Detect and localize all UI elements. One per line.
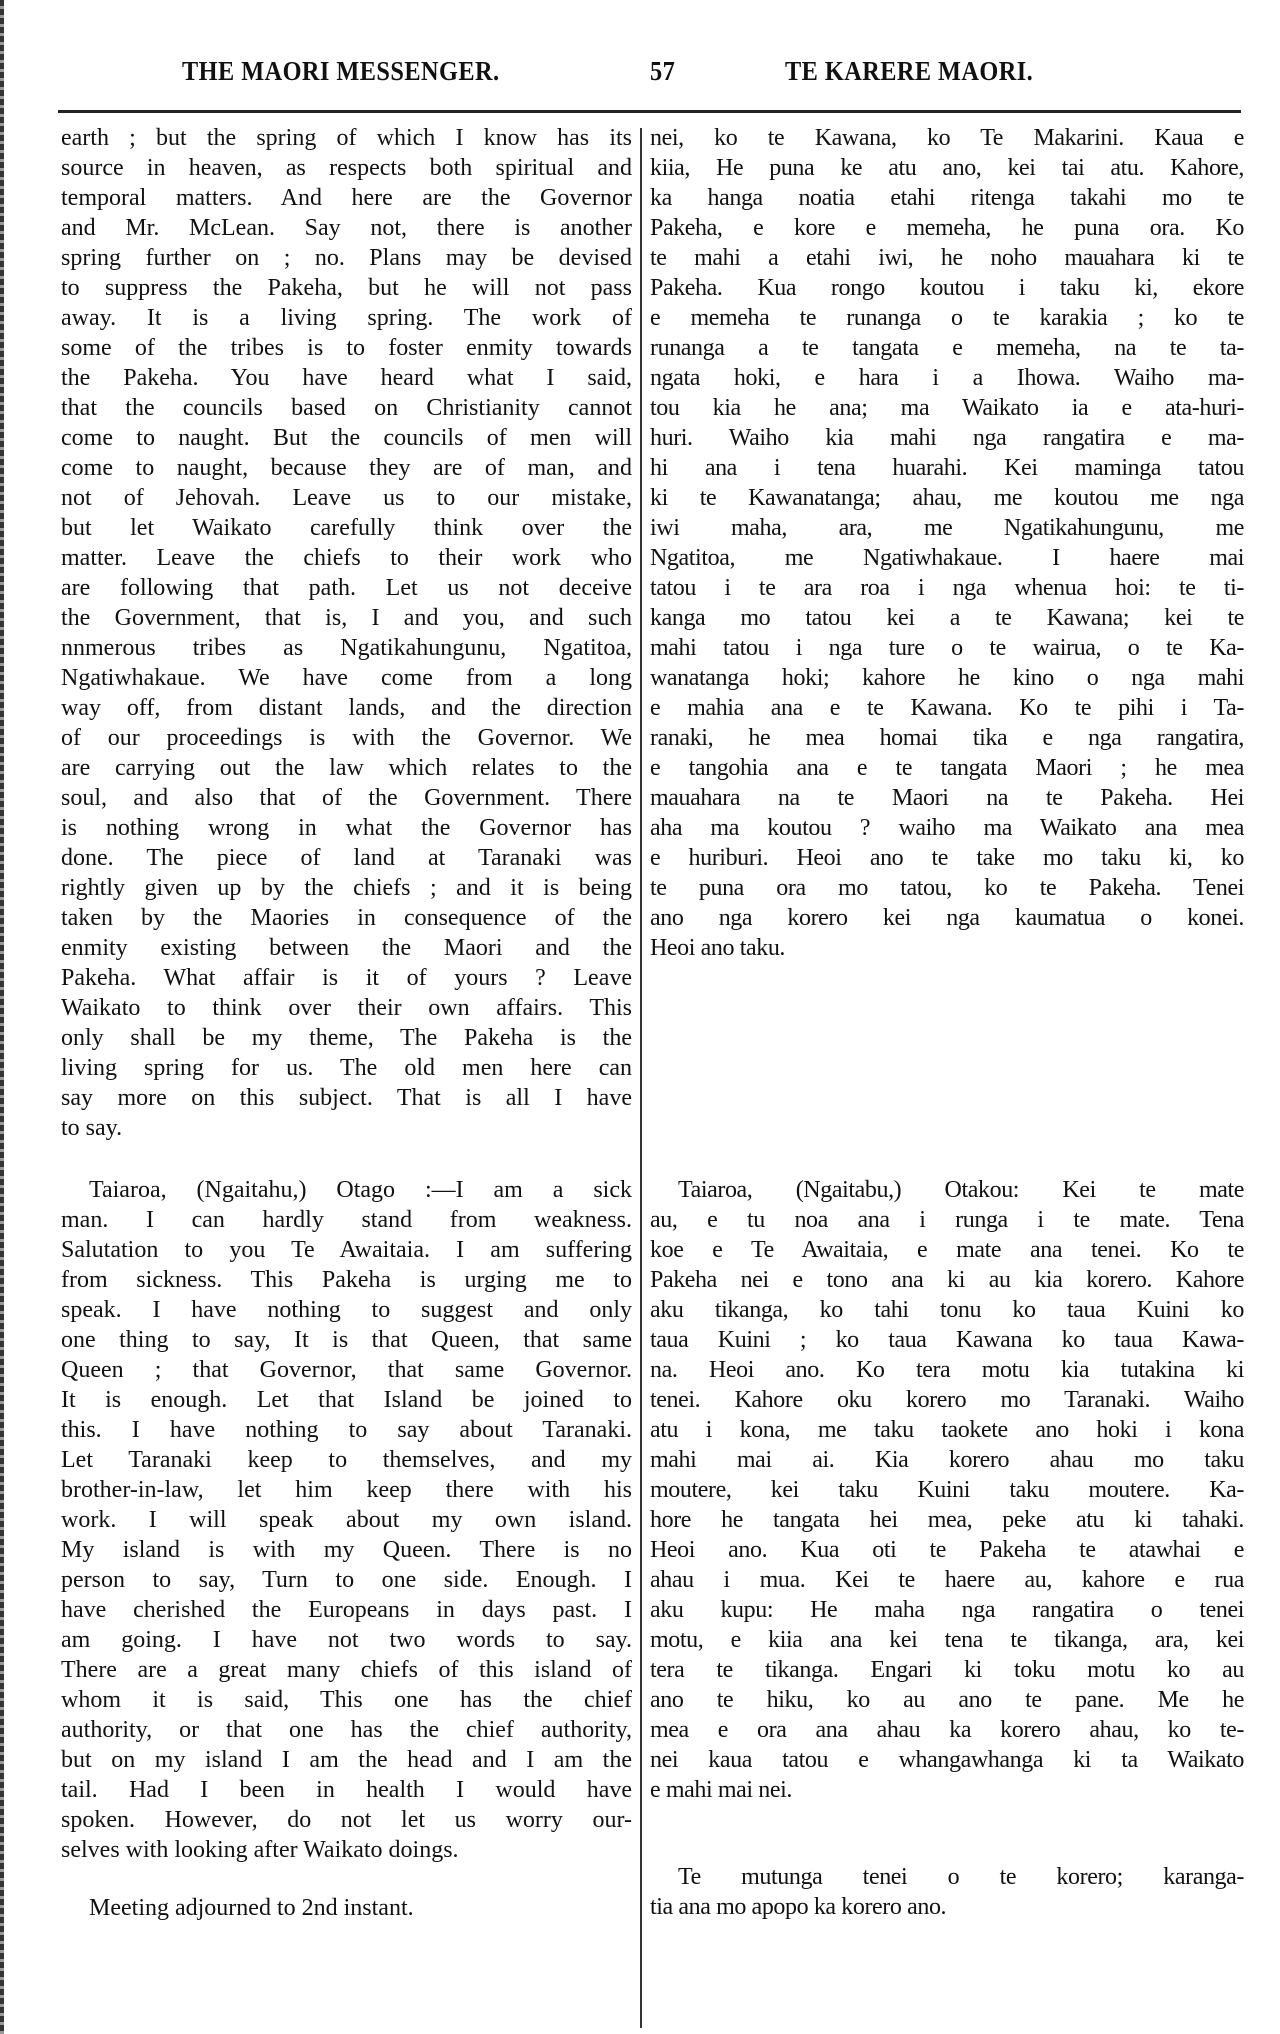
maori-paragraph-closing (650, 1862, 1244, 1922)
text-line: It is enough. Let that Island be joined to (61, 1387, 632, 1413)
text-line: but let Waikato carefully think over the (61, 515, 632, 541)
text-line: aku tikanga, ko tahi tonu ko taua Kuini ko (650, 1297, 1244, 1323)
text-line: that the councils based on Christianity cannot (61, 395, 632, 421)
english-paragraph-adjourned (61, 1893, 632, 1923)
text-line: enmity existing between the Maori and the (61, 935, 632, 961)
text-line: Meeting adjourned to 2nd instant. (89, 1895, 414, 1921)
text-line: e mahia ana e te Kawana. Ko te pihi i Ta- (650, 695, 1244, 721)
text-line: have cherished the Europeans in days past. I (61, 1597, 632, 1623)
text-line: My island is with my Queen. There is no (61, 1537, 632, 1563)
text-line: Queen ; that Governor, that same Governor. (61, 1357, 632, 1383)
page-edge (0, 0, 4, 2034)
text-line: from sickness. This Pakeha is urging me to (61, 1267, 632, 1293)
text-line: am going. I have not two words to say. (61, 1627, 632, 1653)
text-line: to suppress the Pakeha, but he will not pass (61, 275, 632, 301)
text-line: temporal matters. And here are the Governor (61, 185, 632, 211)
text-line: source in heaven, as respects both spiritual and (61, 155, 632, 181)
text-line: Pakeha. What affair is it of yours ? Leave (61, 965, 632, 991)
text-line: nei, ko te Kawana, ko Te Makarini. Kaua e (650, 125, 1244, 151)
text-line: rightly given up by the chiefs ; and it is being (61, 875, 632, 901)
text-line: tail. Had I been in health I would have (61, 1777, 632, 1803)
column-divider (640, 128, 642, 2028)
text-line: tenei. Kahore oku korero mo Taranaki. Waiho (650, 1387, 1244, 1413)
text-line: nei kaua tatou e whangawhanga ki ta Waikato (650, 1747, 1244, 1773)
text-line: Salutation to you Te Awaitaia. I am suffering (61, 1237, 632, 1263)
text-line: ngata hoki, e hara i a Ihowa. Waiho ma- (650, 365, 1244, 391)
text-line: hore he tangata hei mea, peke atu ki tahaki. (650, 1507, 1244, 1533)
text-line: motu, e kiia ana kei tena te tikanga, ara, kei (650, 1627, 1244, 1653)
text-line: tera te tikanga. Engari ki toku motu ko au (650, 1657, 1244, 1683)
text-line: Heoi ano. Kua oti te Pakeha te atawhai e (650, 1537, 1244, 1563)
text-line: selves with looking after Waikato doings. (61, 1837, 459, 1863)
text-line: ano nga korero kei nga kaumatua o konei. (650, 905, 1244, 931)
text-line: way off, from distant lands, and the direction (61, 695, 632, 721)
text-line: wanatanga hoki; kahore he kino o nga mahi (650, 665, 1244, 691)
text-line: of our proceedings is with the Governor. We (61, 725, 632, 751)
text-line: iwi maha, ara, me Ngatikahungunu, me (650, 515, 1244, 541)
maori-paragraph-taiaroa (650, 1175, 1244, 1805)
text-line: mea e ora ana ahau ka korero ahau, ko te- (650, 1717, 1244, 1743)
text-line: mahi tatou i nga ture o te wairua, o te Ka- (650, 635, 1244, 661)
text-line: ano te hiku, ko au ano te pane. Me he (650, 1687, 1244, 1713)
text-line: whom it is said, This one has the chief (61, 1687, 632, 1713)
text-line: Taiaroa, (Ngaitahu,) Otago :—I am a sick (89, 1177, 632, 1203)
text-line: only shall be my theme, The Pakeha is the (61, 1025, 632, 1051)
text-line: moutere, kei taku Kuini taku moutere. Ka- (650, 1477, 1244, 1503)
header-rule (58, 110, 1241, 113)
text-line: the Pakeha. You have heard what I said, (61, 365, 632, 391)
page-number: 57 (650, 56, 676, 86)
text-line: te mahi a etahi iwi, he noho mauahara ki te (650, 245, 1244, 271)
text-line: man. I can hardly stand from weakness. (61, 1207, 632, 1233)
text-line: living spring for us. The old men here can (61, 1055, 632, 1081)
text-line: runanga a te tangata e memeha, na te ta- (650, 335, 1244, 361)
text-line: mahi mai ai. Kia korero ahau mo taku (650, 1447, 1244, 1473)
text-line: aha ma koutou ? waiho ma Waikato ana mea (650, 815, 1244, 841)
text-line: away. It is a living spring. The work of (61, 305, 632, 331)
text-line: e memeha te runanga o te karakia ; ko te (650, 305, 1244, 331)
text-line: aku kupu: He maha nga rangatira o tenei (650, 1597, 1244, 1623)
header-title-maori: TE KARERE MAORI. (785, 56, 1034, 86)
text-line: is nothing wrong in what the Governor has (61, 815, 632, 841)
text-line: spring further on ; no. Plans may be devised (61, 245, 632, 271)
text-line: say more on this subject. That is all I have (61, 1085, 632, 1111)
text-line: not of Jehovah. Leave us to our mistake, (61, 485, 632, 511)
text-line: taua Kuini ; ko taua Kawana ko taua Kawa- (650, 1327, 1244, 1353)
text-line: hi ana i tena huarahi. Kei maminga tatou (650, 455, 1244, 481)
text-line: huri. Waiho kia mahi nga rangatira e ma- (650, 425, 1244, 451)
english-paragraph-taiaroa (61, 1175, 632, 1865)
header-title-english: THE MAORI MESSENGER. (182, 56, 500, 86)
text-line: spoken. However, do not let us worry our- (61, 1807, 632, 1833)
text-line: e mahi mai nei. (650, 1777, 792, 1803)
text-line: Pakeha. Kua rongo koutou i taku ki, ekore (650, 275, 1244, 301)
text-line: come to naught, because they are of man, and (61, 455, 632, 481)
text-line: ranaki, he mea homai tika e nga rangatira, (650, 725, 1244, 751)
text-line: na. Heoi ano. Ko tera motu kia tutakina ki (650, 1357, 1244, 1383)
text-line: done. The piece of land at Taranaki was (61, 845, 632, 871)
text-line: come to naught. But the councils of men will (61, 425, 632, 451)
text-line: e huriburi. Heoi ano te take mo taku ki, ko (650, 845, 1244, 871)
text-line: taken by the Maories in consequence of the (61, 905, 632, 931)
text-line: koe e Te Awaitaia, e mate ana tenei. Ko te (650, 1237, 1244, 1263)
text-line: te puna ora mo tatou, ko te Pakeha. Tenei (650, 875, 1244, 901)
text-line: authority, or that one has the chief authority, (61, 1717, 632, 1743)
text-line: Pakeha, e kore e memeha, he puna ora. Ko (650, 215, 1244, 241)
text-line: to say. (61, 1115, 123, 1141)
text-line: au, e tu noa ana i runga i te mate. Tena (650, 1207, 1244, 1233)
english-paragraph-speech-end (61, 123, 632, 1143)
text-line: mauahara na te Maori na te Pakeha. Hei (650, 785, 1244, 811)
text-line: tia ana mo apopo ka korero ano. (650, 1894, 947, 1920)
maori-paragraph-speech-end (650, 123, 1244, 963)
text-line: earth ; but the spring of which I know has its (61, 125, 632, 151)
text-line: Let Taranaki keep to themselves, and my (61, 1447, 632, 1473)
text-line: one thing to say, It is that Queen, that same (61, 1327, 632, 1353)
text-line: work. I will speak about my own island. (61, 1507, 632, 1533)
text-line: e tangohia ana e te tangata Maori ; he mea (650, 755, 1244, 781)
text-line: soul, and also that of the Government. There (61, 785, 632, 811)
text-line: and Mr. McLean. Say not, there is another (61, 215, 632, 241)
text-line: Heoi ano taku. (650, 935, 786, 961)
text-line: matter. Leave the chiefs to their work who (61, 545, 632, 571)
text-line: Taiaroa, (Ngaitabu,) Otakou: Kei te mate (678, 1177, 1244, 1203)
text-line: some of the tribes is to foster enmity towards (61, 335, 632, 361)
text-line: Te mutunga tenei o te korero; karanga- (678, 1864, 1244, 1890)
text-line: brother-in-law, let him keep there with his (61, 1477, 632, 1503)
text-line: speak. I have nothing to suggest and only (61, 1297, 632, 1323)
text-line: kanga mo tatou kei a te Kawana; kei te (650, 605, 1244, 631)
text-line: tatou i te ara roa i nga whenua hoi: te ti- (650, 575, 1244, 601)
text-line: There are a great many chiefs of this island of (61, 1657, 632, 1683)
text-line: are carrying out the law which relates to the (61, 755, 632, 781)
text-line: are following that path. Let us not deceive (61, 575, 632, 601)
text-line: Waikato to think over their own affairs. This (61, 995, 632, 1021)
text-line: kiia, He puna ke atu ano, kei tai atu. Kahore, (650, 155, 1244, 181)
text-line: but on my island I am the head and I am the (61, 1747, 632, 1773)
text-line: ki te Kawanatanga; ahau, me koutou me nga (650, 485, 1244, 511)
text-line: this. I have nothing to say about Taranaki. (61, 1417, 632, 1443)
text-line: tou kia he ana; ma Waikato ia e ata-huri- (650, 395, 1244, 421)
text-line: atu i kona, me taku taokete ano hoki i kona (650, 1417, 1244, 1443)
text-line: Ngatiwhakaue. We have come from a long (61, 665, 632, 691)
text-line: person to say, Turn to one side. Enough. I (61, 1567, 632, 1593)
text-line: ahau i mua. Kei te haere au, kahore e rua (650, 1567, 1244, 1593)
text-line: Ngatitoa, me Ngatiwhakaue. I haere mai (650, 545, 1244, 571)
text-line: ka hanga noatia etahi ritenga takahi mo te (650, 185, 1244, 211)
text-line: the Government, that is, I and you, and such (61, 605, 632, 631)
text-line: nnmerous tribes as Ngatikahungunu, Ngatitoa, (61, 635, 632, 661)
text-line: Pakeha nei e tono ana ki au kia korero. Kahore (650, 1267, 1244, 1293)
